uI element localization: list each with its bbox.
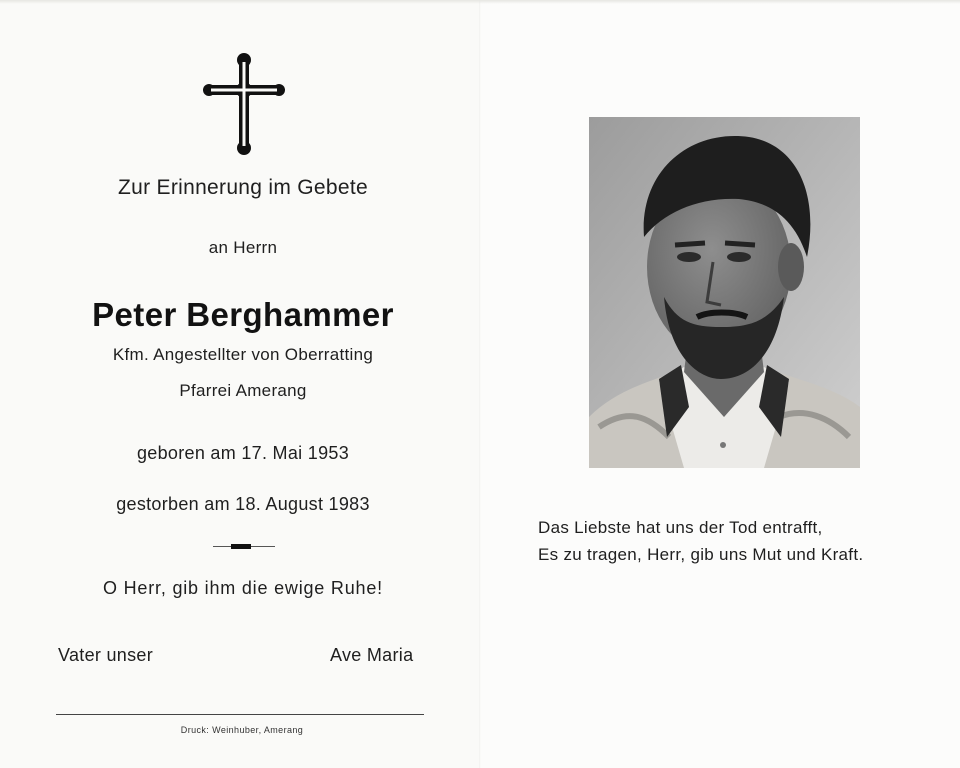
- death-date: gestorben am 18. August 1983: [116, 494, 370, 514]
- card-fold: [479, 0, 481, 768]
- prayer-line: O Herr, gib ihm die ewige Ruhe!: [103, 578, 383, 598]
- verse-line-2: Es zu tragen, Herr, gib uns Mut und Kraft.: [538, 545, 864, 564]
- prayer-ave-maria: Ave Maria: [330, 645, 414, 665]
- birth-date: geboren am 17. Mai 1953: [136, 443, 350, 463]
- printer-credit: Druck: Weinhuber, Amerang: [180, 725, 304, 735]
- footer-rule: [56, 714, 424, 715]
- deceased-name: Peter Berghammer: [92, 296, 394, 333]
- portrait-illustration: [589, 117, 860, 468]
- ornament-divider-center: [231, 544, 251, 549]
- memorial-verse: [538, 514, 938, 568]
- memorial-heading: Zur Erinnerung im Gebete: [118, 176, 368, 199]
- salutation: an Herrn: [208, 238, 278, 257]
- prayer-vater-unser: Vater unser: [58, 645, 154, 665]
- portrait-photo: [589, 117, 860, 468]
- cross-icon: [203, 52, 285, 156]
- occupation: Kfm. Angestellter von Oberratting: [112, 345, 374, 364]
- parish: Pfarrei Amerang: [179, 381, 307, 400]
- verse-line-1: Das Liebste hat uns der Tod entrafft,: [538, 518, 823, 537]
- paper-edge: [0, 0, 960, 4]
